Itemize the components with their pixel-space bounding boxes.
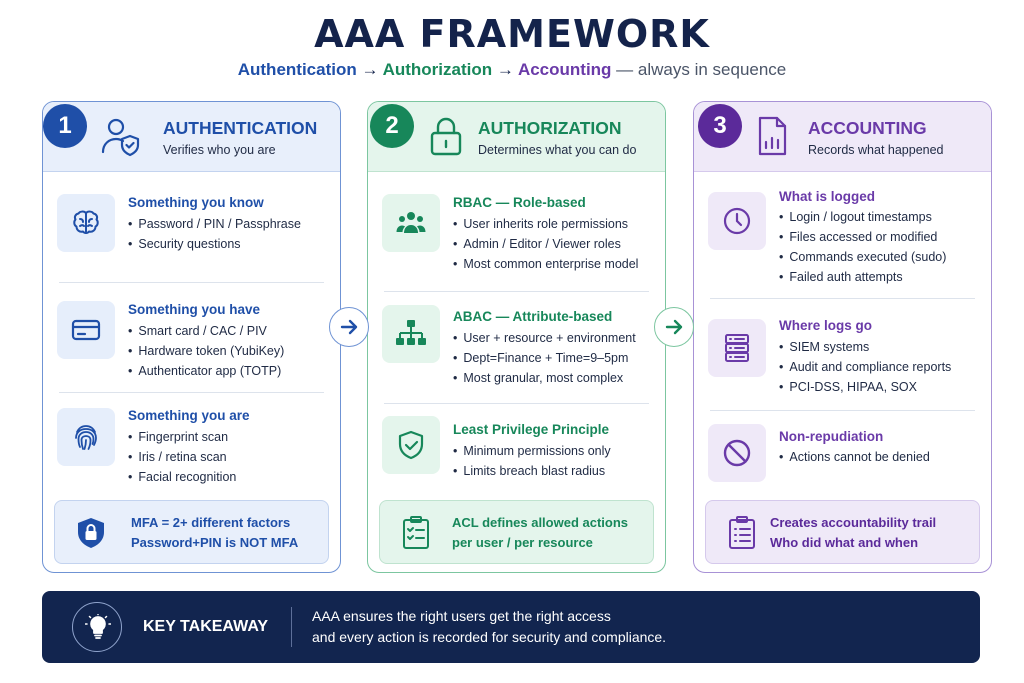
fingerprint-icon (57, 408, 115, 466)
section-divider (384, 403, 649, 404)
bullet-item: • User inherits role permissions (453, 217, 628, 231)
callout-line: Password+PIN is NOT MFA (131, 535, 299, 550)
section-divider (59, 282, 324, 283)
step-number-badge: 2 (370, 104, 414, 148)
flow-arrow-connector (329, 307, 369, 347)
server-icon (708, 319, 766, 377)
shield-check-icon (382, 416, 440, 474)
callout-line: per user / per resource (452, 535, 593, 550)
clipboard-icon (724, 515, 760, 551)
callout-line: Creates accountability trail (770, 515, 937, 530)
callout-line: Who did what and when (770, 535, 919, 550)
callout-line: MFA = 2+ different factors (131, 515, 291, 530)
bullet-item: • Most common enterprise model (453, 257, 638, 271)
bullet-item: • Iris / retina scan (128, 450, 227, 464)
page-subtitle (0, 60, 1024, 80)
section-divider (59, 392, 324, 393)
bullet-item: • Dept=Finance + Time=9–5pm (453, 351, 628, 365)
bullet-item: • Fingerprint scan (128, 430, 228, 444)
section-title: Something you have (128, 302, 261, 317)
section-divider (710, 410, 975, 411)
step-number-badge: 3 (698, 104, 742, 148)
bullet-item: • User + resource + environment (453, 331, 636, 345)
subtitle-step-authentication: Authentication (237, 60, 357, 79)
hierarchy-icon (382, 305, 440, 363)
takeaway-label: KEY TAKEAWAY (143, 618, 269, 635)
bullet-item: • Hardware token (YubiKey) (128, 344, 284, 358)
authorization-title: AUTHORIZATION (478, 118, 622, 138)
page-title: AAA FRAMEWORK (314, 12, 710, 56)
subtitle-arrow: → (496, 60, 514, 79)
accountability-callout (705, 500, 980, 564)
bullet-item: • Audit and compliance reports (779, 360, 951, 374)
bullet-item: • PCI-DSS, HIPAA, SOX (779, 380, 917, 394)
prohibited-icon (708, 424, 766, 482)
clock-icon (708, 192, 766, 250)
bullet-item: • Security questions (128, 237, 241, 251)
arrow-right-icon (339, 317, 359, 337)
section-divider (710, 298, 975, 299)
subtitle-arrow: → (361, 60, 379, 79)
mfa-callout (54, 500, 329, 564)
authentication-subtitle: Verifies who you are (163, 143, 276, 157)
section-title: ABAC — Attribute-based (453, 309, 613, 324)
bullet-item: • Files accessed or modified (779, 230, 937, 244)
subtitle-tail: — always in sequence (616, 60, 787, 79)
section-title: Least Privilege Principle (453, 422, 610, 437)
card-icon (57, 301, 115, 359)
section-title: Something you are (128, 408, 250, 423)
bullet-item: • SIEM systems (779, 340, 869, 354)
section-title: RBAC — Role-based (453, 195, 586, 210)
bullet-item: • Most granular, most complex (453, 371, 623, 385)
takeaway-separator (291, 607, 292, 647)
bullet-item: • Admin / Editor / Viewer roles (453, 237, 621, 251)
step-number-badge: 1 (43, 104, 87, 148)
section-title: Non-repudiation (779, 429, 884, 444)
bullet-item: • Password / PIN / Passphrase (128, 217, 301, 231)
subtitle-step-authorization: Authorization (382, 60, 493, 79)
callout-line: ACL defines allowed actions (452, 515, 629, 530)
bullet-item: • Failed auth attempts (779, 270, 903, 284)
accounting-title: ACCOUNTING (808, 118, 927, 138)
bullet-item: • Facial recognition (128, 470, 236, 484)
bullet-item: • Minimum permissions only (453, 444, 611, 458)
section-title: What is logged (779, 189, 875, 204)
padlock-icon (424, 114, 468, 158)
checklist-icon (398, 515, 434, 551)
takeaway-text: AAA ensures the right users get the right access (312, 608, 611, 624)
accounting-subtitle: Records what happened (808, 143, 944, 157)
authentication-card (42, 101, 341, 573)
bullet-item: • Commands executed (sudo) (779, 250, 946, 264)
acl-callout (379, 500, 654, 564)
takeaway-text: and every action is recorded for security and compliance. (312, 629, 667, 645)
flow-arrow-connector (654, 307, 694, 347)
subtitle-step-accounting: Accounting (517, 60, 612, 79)
section-title: Where logs go (779, 318, 873, 333)
authentication-header (43, 102, 340, 172)
user-shield-icon (99, 114, 143, 158)
bullet-item: • Authenticator app (TOTP) (128, 364, 281, 378)
bullet-item: • Actions cannot be denied (779, 450, 930, 464)
accounting-card (693, 101, 992, 573)
report-icon (750, 114, 794, 158)
key-takeaway-banner (42, 591, 980, 663)
lightbulb-icon (72, 602, 122, 652)
bullet-item: • Login / logout timestamps (779, 210, 932, 224)
shield-lock-icon (73, 515, 109, 551)
authorization-card (367, 101, 666, 573)
section-title: Something you know (128, 195, 264, 210)
section-divider (384, 291, 649, 292)
arrow-right-icon (664, 317, 684, 337)
authentication-title: AUTHENTICATION (163, 118, 318, 138)
bullet-item: • Smart card / CAC / PIV (128, 324, 267, 338)
users-icon (382, 194, 440, 252)
authorization-subtitle: Determines what you can do (478, 143, 637, 157)
authorization-header (368, 102, 665, 172)
bullet-item: • Limits breach blast radius (453, 464, 605, 478)
brain-icon (57, 194, 115, 252)
